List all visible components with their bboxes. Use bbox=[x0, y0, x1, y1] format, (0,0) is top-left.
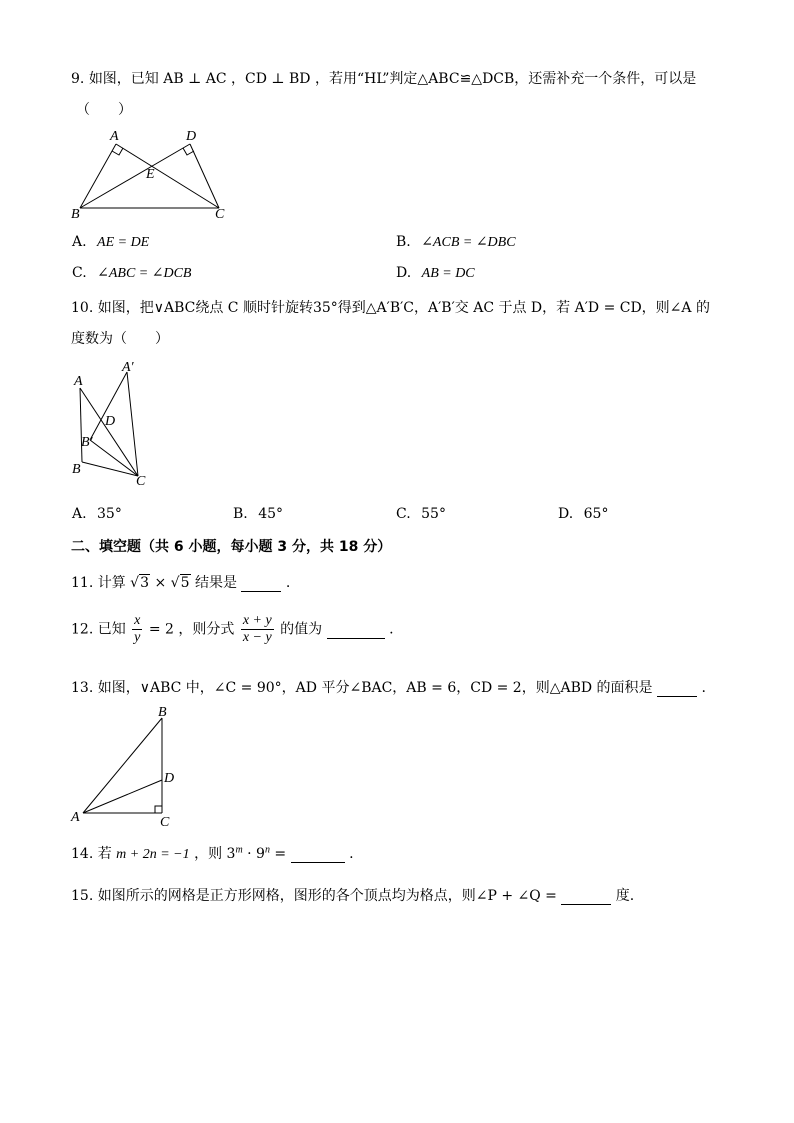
q10-option-b[interactable] bbox=[233, 506, 283, 522]
q12-post: 的值为 bbox=[280, 621, 323, 638]
q14-exp-m: m bbox=[235, 844, 243, 856]
q14-dot: · bbox=[247, 846, 252, 862]
q11-answer-blank[interactable] bbox=[241, 575, 281, 592]
q12-number: 12. bbox=[71, 621, 94, 638]
q14-end: . bbox=[349, 846, 354, 862]
q10-label-a: A bbox=[74, 374, 83, 389]
q9-option-a[interactable] bbox=[72, 234, 149, 251]
q9-option-a-label: A. bbox=[72, 234, 87, 250]
q13-segment-ab bbox=[83, 718, 162, 813]
q9-label-b: B bbox=[71, 207, 80, 222]
q10-segment-ac bbox=[80, 388, 138, 476]
q9-option-d-text: AB = DC bbox=[421, 266, 475, 281]
q10-option-c-text: 55° bbox=[421, 506, 446, 522]
q13-label-d: D bbox=[164, 771, 175, 786]
q13-label-a: A bbox=[71, 810, 80, 825]
q9-segment-ab bbox=[80, 144, 116, 208]
q10-option-c[interactable] bbox=[396, 506, 446, 522]
q14-expression: m + 2n = −1 bbox=[116, 847, 190, 862]
q11-sqrt-5: √5 bbox=[170, 575, 190, 591]
q12-answer-blank[interactable] bbox=[327, 622, 385, 639]
q9-option-c[interactable] bbox=[72, 265, 191, 282]
q15-text: 如图所示的网格是正方形网格，图形的各个顶点均为格点，则∠P + ∠Q = bbox=[97, 888, 557, 904]
q14-equals: = bbox=[274, 846, 287, 862]
q14-exp-n: n bbox=[264, 844, 270, 856]
q12-fraction-x-over-y: $\frac{x}{y}$ bbox=[134, 613, 141, 645]
q10-number: 10. bbox=[71, 300, 94, 316]
q14-pre: 若 bbox=[97, 846, 112, 862]
q13-number: 13. bbox=[71, 680, 94, 696]
section-2-title: 二、填空题（共 6 小题，每小题 3 分，共 18 分） bbox=[71, 539, 392, 555]
q10-option-d-label: D. bbox=[558, 506, 574, 522]
q13-stem bbox=[71, 677, 706, 697]
q9-option-d-label: D. bbox=[396, 265, 412, 281]
q14-base-3: 3 bbox=[226, 846, 236, 862]
q10-label-b1: B′ bbox=[81, 435, 93, 450]
q15-number: 15. bbox=[71, 888, 94, 904]
q15-stem bbox=[71, 885, 634, 905]
q10-option-a-text: 35° bbox=[97, 506, 122, 522]
q9-option-b[interactable] bbox=[396, 234, 516, 251]
q13-text: 如图，∨ABC 中，∠C = 90°，AD 平分∠BAC，AB = 6，CD = 2，则△ABD 的面积是 bbox=[97, 680, 653, 696]
q10-label-b: B bbox=[72, 462, 81, 477]
q12-pre: 已知 bbox=[97, 621, 126, 638]
q14-answer-blank[interactable] bbox=[291, 846, 345, 863]
q10-line2: 度数为（ ） bbox=[71, 331, 169, 347]
q14-stem bbox=[71, 843, 354, 863]
q14-mid: ，则 bbox=[194, 846, 223, 862]
q11-post: 结果是 bbox=[194, 575, 237, 591]
q13-end: . bbox=[701, 680, 706, 696]
q9-label-a: A bbox=[110, 129, 119, 144]
q9-segment-ac bbox=[116, 144, 219, 208]
q11-times: × bbox=[154, 575, 167, 591]
q10-segment-ab bbox=[80, 388, 82, 462]
q9-number: 9. bbox=[71, 71, 85, 87]
q10-stem bbox=[71, 297, 710, 317]
q12-mid: ，则分式 bbox=[178, 621, 235, 638]
q10-option-b-text: 45° bbox=[258, 506, 284, 522]
q10-option-c-label: C. bbox=[396, 506, 411, 522]
q9-option-c-label: C. bbox=[72, 265, 87, 281]
q10-line1: 如图，把∨ABC绕点 C 顺时针旋转35°得到△A′B′C，A′B′交 AC 于点 D，若 A′D = CD，则∠A 的 bbox=[97, 300, 710, 316]
q9-stem bbox=[71, 68, 696, 88]
q13-segment-ad bbox=[83, 780, 162, 813]
q9-segment-bd bbox=[80, 144, 190, 208]
q9-label-c: C bbox=[215, 207, 225, 222]
q9-option-d[interactable] bbox=[396, 265, 475, 282]
q11-sqrt-3: √3 bbox=[130, 575, 150, 591]
q14-base-9: 9 bbox=[256, 846, 265, 862]
q10-option-a[interactable] bbox=[72, 506, 122, 522]
q10-option-b-label: B. bbox=[233, 506, 248, 522]
q10-label-a1: A′ bbox=[122, 360, 134, 375]
q9-segment-dc bbox=[190, 144, 219, 208]
q9-bracket: （ ） bbox=[76, 102, 132, 118]
q13-figure bbox=[66, 702, 186, 830]
q10-figure bbox=[66, 358, 166, 490]
q10-option-a-label: A. bbox=[72, 506, 87, 522]
q9-option-b-label: B. bbox=[396, 234, 411, 250]
q12-stem bbox=[71, 613, 394, 646]
q10-segment-a1c bbox=[127, 372, 138, 476]
q13-right-angle-c bbox=[155, 806, 162, 813]
q10-label-d: D bbox=[105, 414, 116, 429]
q15-answer-blank[interactable] bbox=[561, 888, 611, 905]
q9-line1: 如图，已知 AB ⊥ AC ，CD ⊥ BD ，若用“HL”判定△ABC≌△DCB，还需补充一个条件，可以是 bbox=[88, 71, 697, 87]
q13-label-c: C bbox=[160, 815, 170, 830]
q10-segment-b1c bbox=[90, 440, 138, 476]
q9-option-c-text: ∠ABC = ∠DCB bbox=[97, 266, 192, 281]
q12-fraction-sum-over-diff: $\frac{x + y}{x - y}$ bbox=[242, 613, 272, 645]
q10-segment-a1b1 bbox=[90, 372, 127, 440]
q11-number: 11. bbox=[71, 575, 94, 591]
q9-option-a-text: AE = DE bbox=[97, 235, 150, 250]
q9-label-d: D bbox=[186, 129, 197, 144]
q13-answer-blank[interactable] bbox=[657, 680, 697, 697]
q9-option-b-text: ∠ACB = ∠DBC bbox=[421, 235, 516, 250]
q11-end: . bbox=[285, 575, 291, 591]
q9-figure bbox=[66, 126, 236, 224]
q9-label-e: E bbox=[146, 167, 155, 182]
q15-post: 度. bbox=[615, 888, 635, 904]
q12-end: . bbox=[389, 621, 394, 638]
q13-label-b: B bbox=[158, 705, 167, 720]
q11-stem bbox=[71, 572, 290, 592]
q14-number: 14. bbox=[71, 846, 94, 862]
q10-option-d-text: 65° bbox=[583, 506, 609, 522]
q10-label-c: C bbox=[136, 474, 146, 489]
q10-option-d[interactable] bbox=[558, 506, 608, 522]
q11-pre: 计算 bbox=[97, 575, 126, 591]
q12-equals-2: = 2 bbox=[148, 621, 174, 638]
